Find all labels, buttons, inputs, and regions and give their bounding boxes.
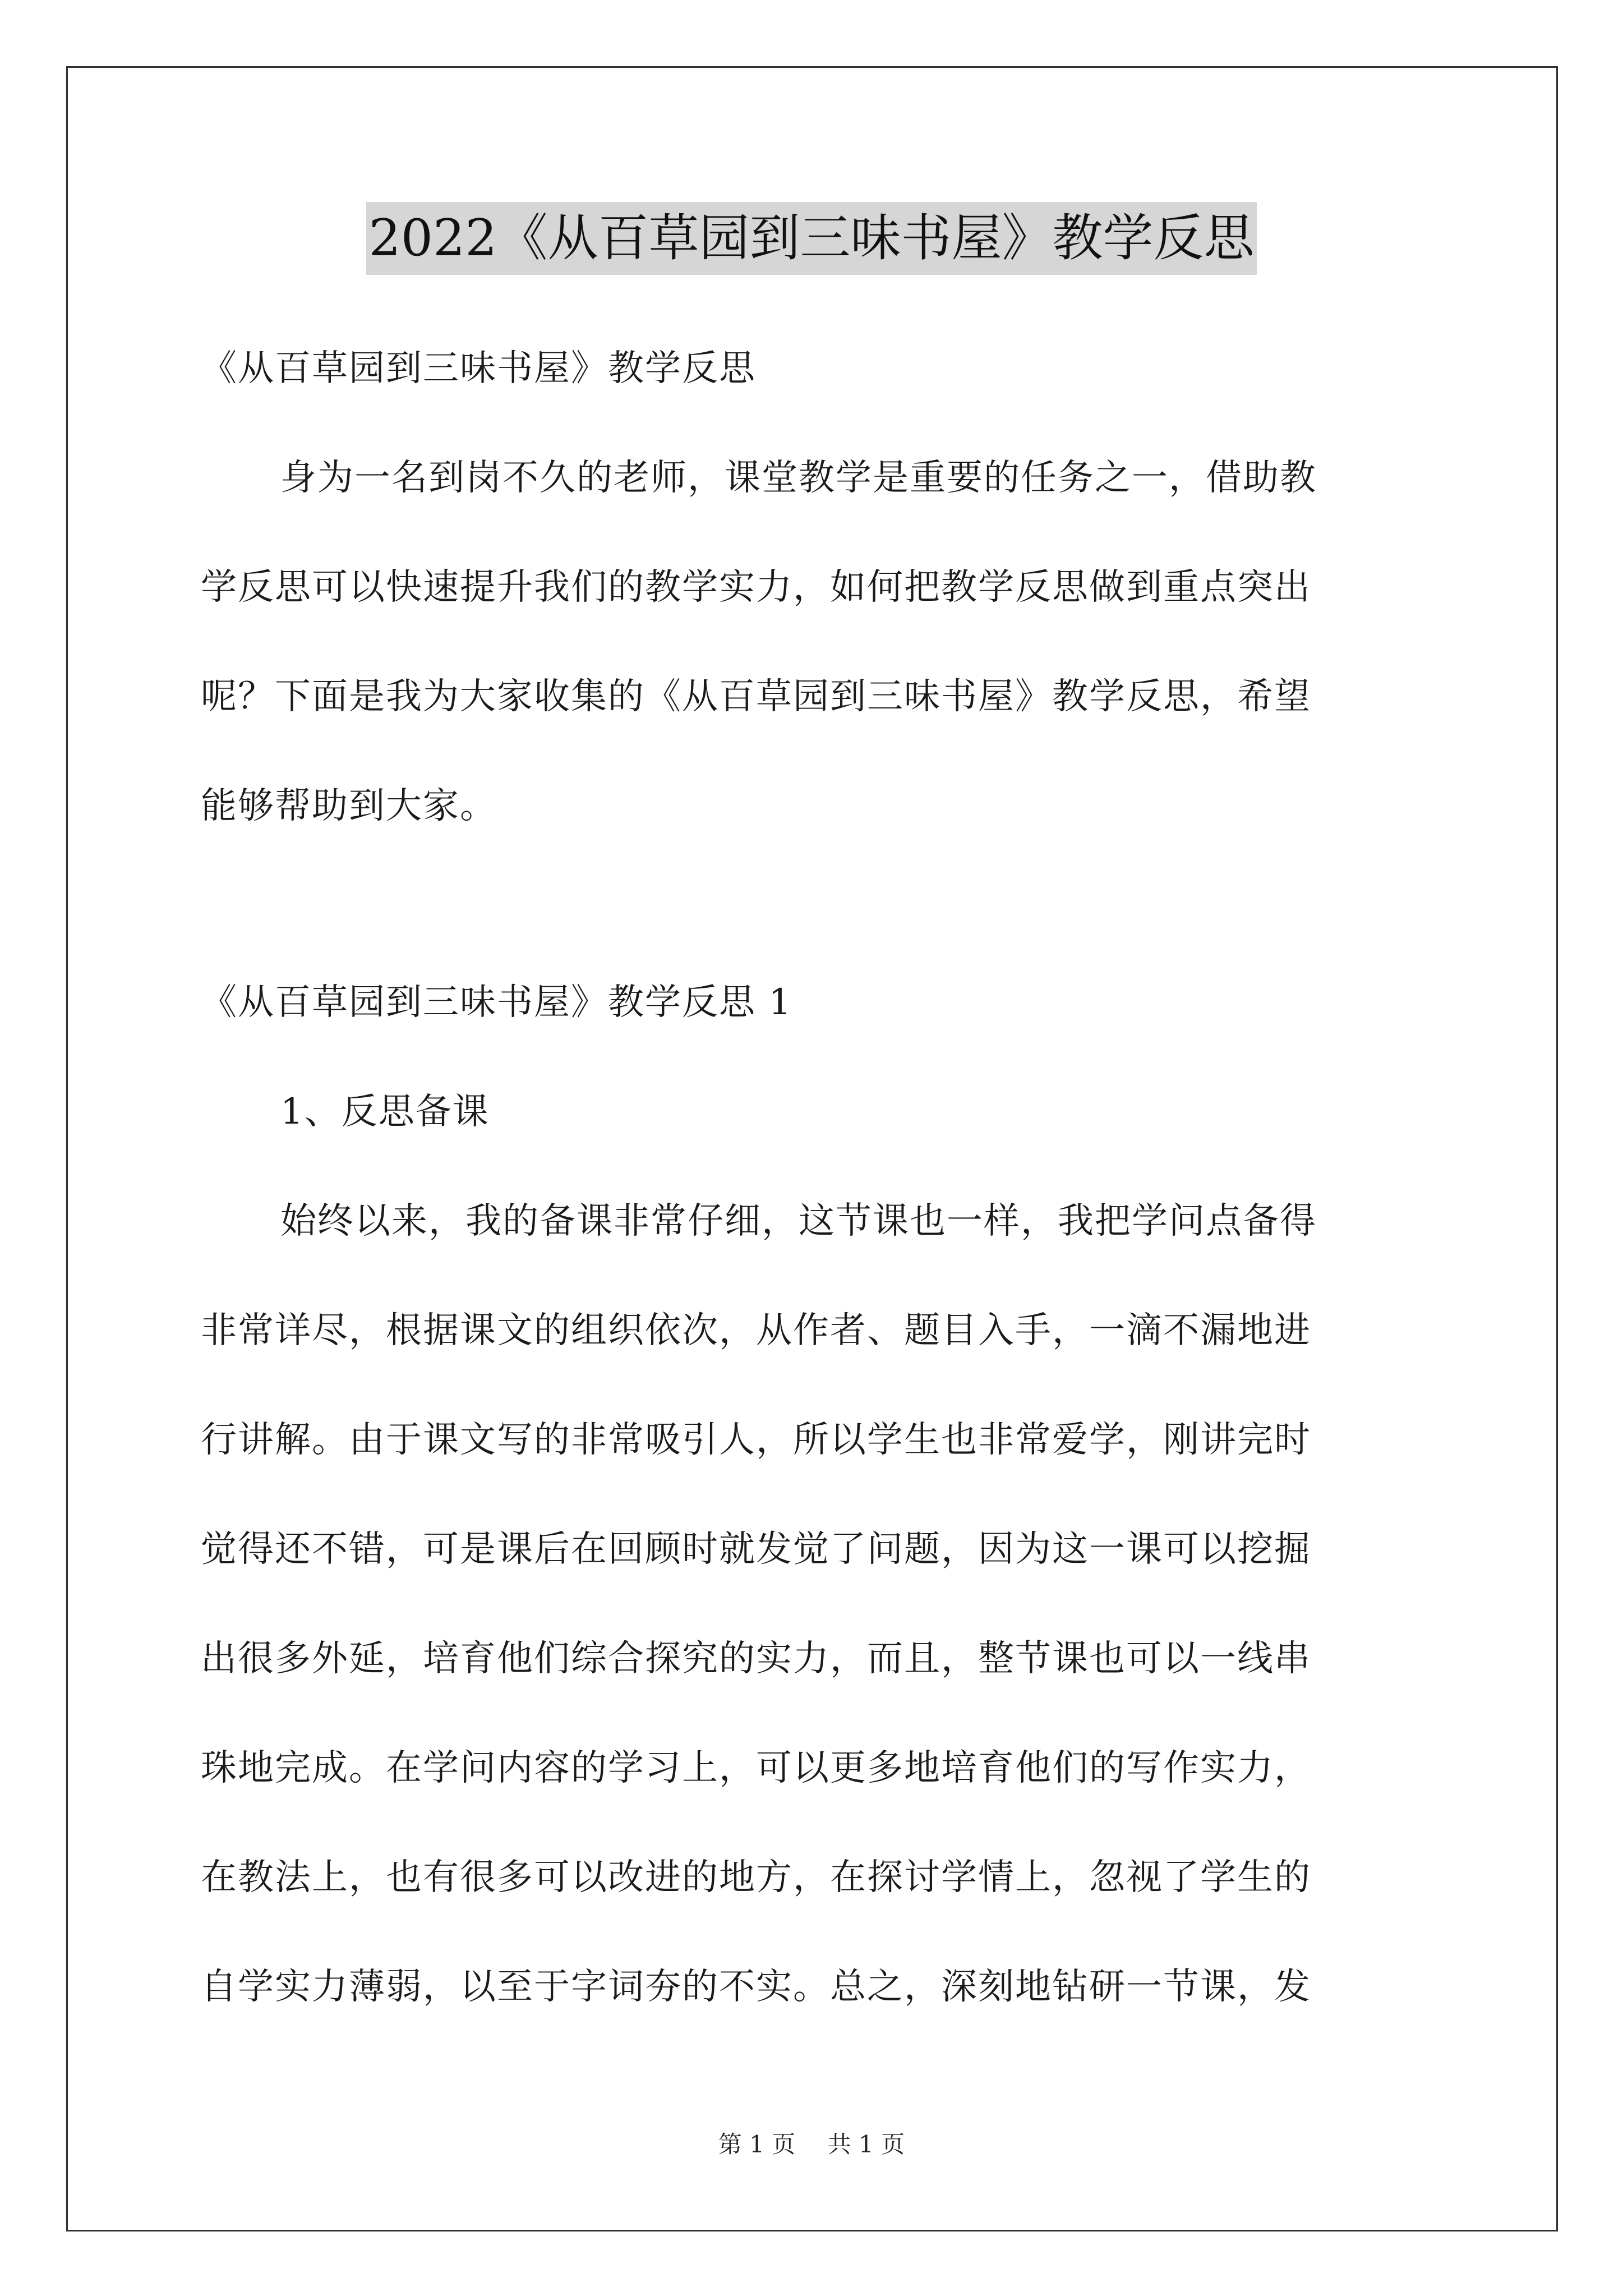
subtitle: 《从百草园到三味书屋》教学反思 xyxy=(201,348,756,389)
intro-line: 呢？下面是我为大家收集的《从百草园到三味书屋》教学反思，希望 xyxy=(201,676,1311,717)
document-title: 2022《从百草园到三味书屋》教学反思 xyxy=(366,202,1256,275)
spacer xyxy=(201,861,1423,948)
page-footer xyxy=(0,2126,1623,2160)
intro-line: 学反思可以快速提升我们的教学实力，如何把教学反思做到重点突出 xyxy=(201,567,1311,608)
page-total: 共 1 页 xyxy=(827,2131,905,2158)
body-line: 始终以来，我的备课非常仔细，这节课也一样，我把学问点备得 xyxy=(280,1200,1317,1242)
document-body xyxy=(201,314,1423,2042)
body-line: 非常详尽，根据课文的组织依次，从作者、题目入手，一滴不漏地进 xyxy=(201,1310,1311,1351)
body-line: 在教法上，也有很多可以改进的地方，在探讨学情上，忽视了学生的 xyxy=(201,1857,1311,1898)
body-line: 自学实力薄弱，以至于字词夯的不实。总之，深刻地钻研一节课，发 xyxy=(201,1966,1311,2008)
section-heading: 《从百草园到三味书屋》教学反思 1 xyxy=(201,982,793,1023)
subsection-heading: 1、反思备课 xyxy=(280,1091,490,1133)
body-line: 行讲解。由于课文写的非常吸引人，所以学生也非常爱学，刚讲完时 xyxy=(201,1419,1311,1461)
body-line: 觉得还不错，可是课后在回顾时就发觉了问题，因为这一课可以挖掘 xyxy=(201,1529,1311,1570)
intro-line: 能够帮助到大家。 xyxy=(201,785,497,827)
title-area xyxy=(0,202,1623,275)
page-number: 第 1 页 xyxy=(718,2131,796,2158)
intro-line: 身为一名到岗不久的老师，课堂教学是重要的任务之一，借助教 xyxy=(280,457,1317,499)
body-line: 珠地完成。在学问内容的学习上，可以更多地培育他们的写作实力， xyxy=(201,1747,1311,1789)
body-line: 出很多外延，培育他们综合探究的实力，而且，整节课也可以一线串 xyxy=(201,1638,1311,1680)
